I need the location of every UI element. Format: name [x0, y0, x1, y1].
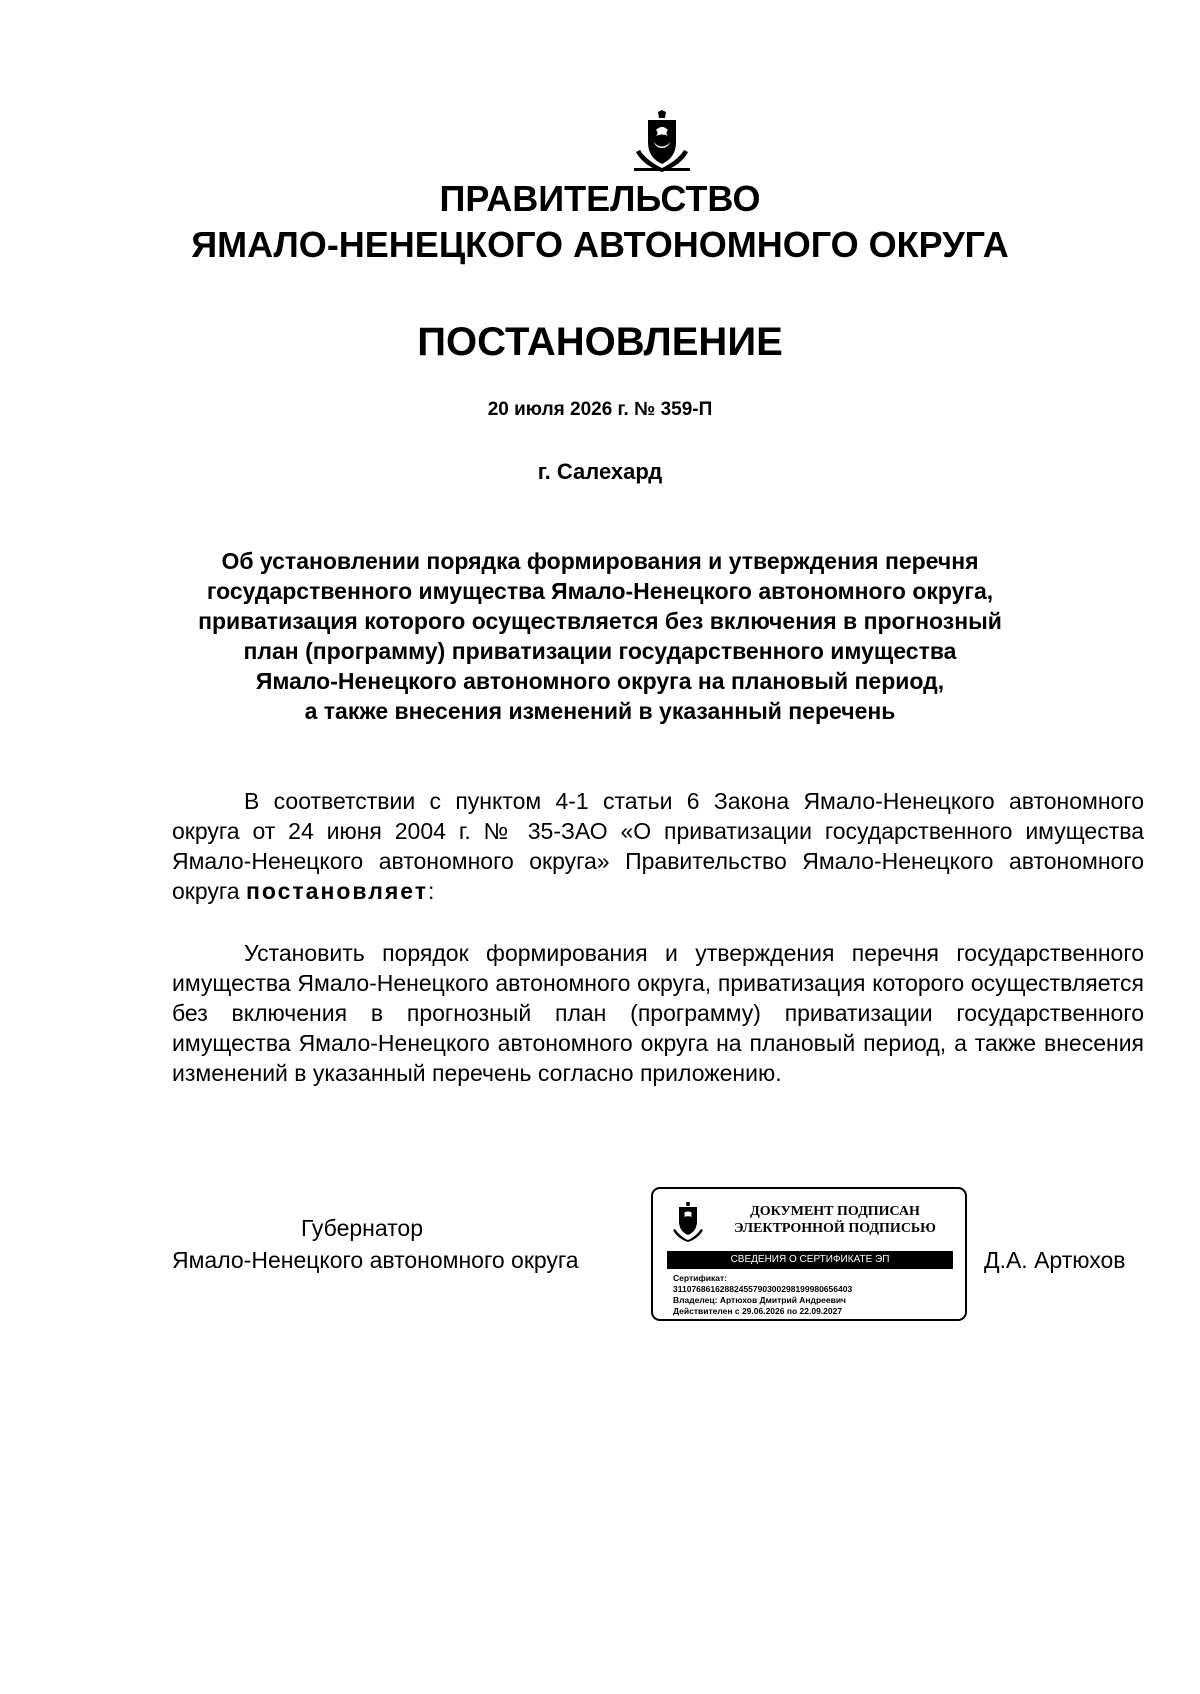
title-line: Ямало-Ненецкого автономного округа на плановый период, — [255, 668, 945, 694]
org-line-1: ПРАВИТЕЛЬСТВО — [439, 178, 761, 219]
coat-of-arms-emblem — [626, 110, 698, 176]
title-line: приватизация которого осуществляется без включения в прогнозный — [198, 608, 1002, 634]
position-title: Губернатор — [300, 1215, 424, 1241]
position-region: Ямало-Ненецкого автономного округа — [172, 1247, 579, 1273]
electronic-signature-stamp — [651, 1187, 967, 1321]
certificate-validity: Действителен с 29.06.2026 по 22.09.2027 — [673, 1306, 843, 1316]
document-title — [150, 546, 1050, 726]
resolution-paragraph: Установить порядок формирования и утверждения перечня государственного имущества Ямало-Ненецкого автономного округа, приватизация которого осуществляется без включения в прогнозный план (программу) приватизации государственного имущества Ямало-Ненецкого автономного округа на плановый период, а также внесения изменений в указанный перечень согласно приложению. — [172, 940, 1144, 1086]
stamp-certificate-info — [673, 1273, 852, 1317]
title-line: план (программу) приватизации государственного имущества — [243, 638, 957, 664]
document-type: ПОСТАНОВЛЕНИЕ — [417, 320, 783, 364]
preamble-paragraph — [172, 786, 1144, 906]
document-place: г. Салехард — [537, 459, 663, 484]
stamp-emblem-icon — [673, 1201, 703, 1243]
org-line-2: ЯМАЛО-НЕНЕЦКОГО АВТОНОМНОГО ОКРУГА — [191, 224, 1009, 265]
document-date-number: 20 июля 2026 г. № 359-П — [487, 399, 713, 420]
stamp-header — [715, 1203, 955, 1237]
stamp-header-line-1: ДОКУМЕНТ ПОДПИСАН — [750, 1204, 920, 1219]
signatory-name: Д.А. Артюхов — [984, 1247, 1126, 1273]
title-line: Об установлении порядка формирования и утверждения перечня — [221, 548, 979, 574]
certificate-owner: Владелец: Артюхов Дмитрий Андреевич — [673, 1295, 846, 1305]
resolves-word: постановляет — [245, 878, 428, 904]
certificate-label: Сертификат: — [673, 1273, 727, 1283]
title-line: а также внесения изменений в указанный перечень — [304, 698, 896, 724]
stamp-header-line-2: ЭЛЕКТРОННОЙ ПОДПИСЬЮ — [734, 1221, 936, 1236]
signatory-position — [172, 1212, 642, 1276]
organization-name — [0, 176, 1200, 268]
stamp-certificate-bar: СВЕДЕНИЯ О СЕРТИФИКАТЕ ЭП — [667, 1251, 953, 1269]
title-line: государственного имущества Ямало-Ненецкого автономного округа, — [206, 578, 994, 604]
preamble-text: В соответствии с пунктом 4-1 статьи 6 Закона Ямало-Ненецкого автономного округа от 24 июня 2004 г. № 35-ЗАО «О приватизации государственного имущества Ямало-Ненецкого автономного округа» Правительство Ямало-Ненецкого автономного округа — [172, 788, 1144, 904]
certificate-number: 31107686162882455790300298199980656403 — [673, 1284, 853, 1294]
preamble-colon: : — [428, 878, 435, 904]
